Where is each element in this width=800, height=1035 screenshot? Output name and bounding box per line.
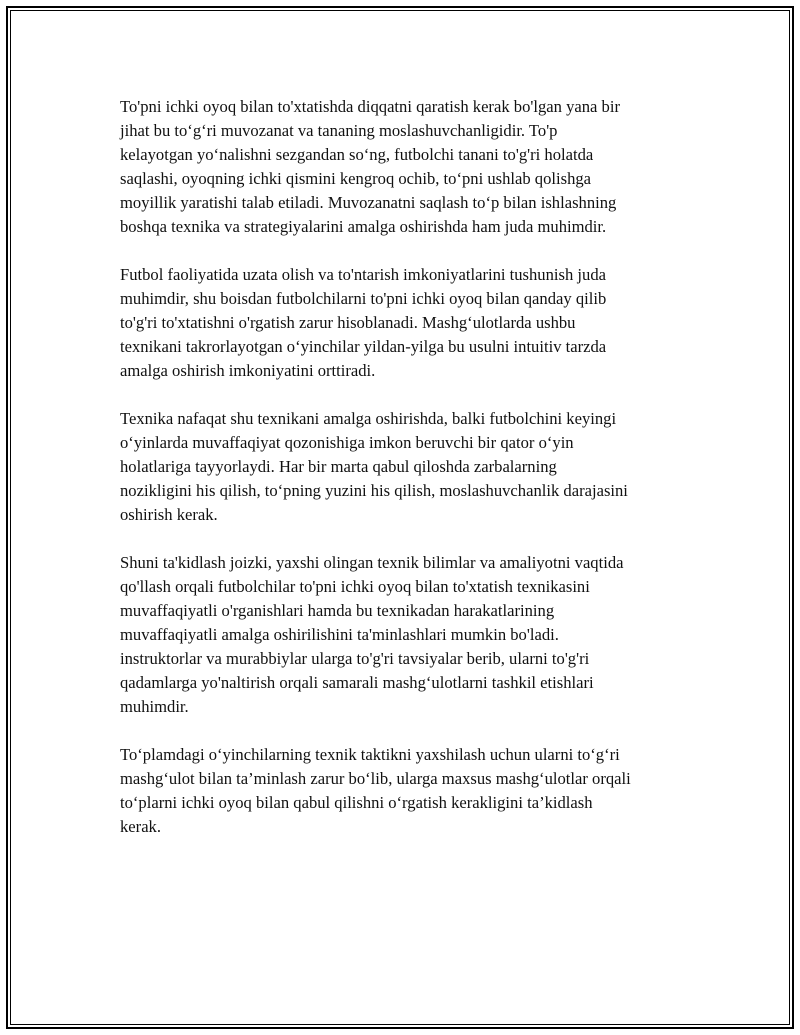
- paragraph-4: Shuni ta'kidlash joizki, yaxshi olingan texnik bilimlar va amaliyotni vaqtida qo'llash orqali futbolchilar to'pni ichki oyoq bilan to'xtatish texnikasini muvaffaqiyatli o'rganishlari hamda bu texnikadan harakatlarining muvaffaqiyatli amalga oshirilishini ta'minlashlari mumkin bo'ladi. instruktorlar va murabbiylar ularga to'g'ri tavsiyalar berib, ularni to'g'ri qadamlarga yo'naltirish orqali samarali mashg‘ulotlarni tashkil etishlari muhimdir.: [120, 553, 624, 716]
- page-frame: [6, 6, 794, 1029]
- document-body: [120, 95, 712, 863]
- paragraph-3: Texnika nafaqat shu texnikani amalga oshirishda, balki futbolchini keyingi o‘yinlarda muvaffaqiyat qozonishiga imkon beruvchi bir qator o‘yin holatlariga tayyorlaydi. Har bir marta qabul qiloshda zarbalarning nozikligini his qilish, to‘pning yuzini his qilish, moslashuvchanlik darajasini oshirish kerak.: [120, 409, 628, 524]
- paragraph-5: To‘plamdagi o‘yinchilarning texnik taktikni yaxshilash uchun ularni to‘g‘ri mashg‘ulot bilan ta’minlash zarur bo‘lib, ularga maxsus mashg‘ulotlar orqali to‘plarni ichki oyoq bilan qabul qilishni o‘rgatish kerakligini ta’kidlash kerak.: [120, 745, 631, 836]
- paragraph-2: Futbol faoliyatida uzata olish va to'ntarish imkoniyatlarini tushunish juda muhimdir, shu boisdan futbolchilarni to'pni ichki oyoq bilan qanday qilib to'g'ri to'xtatishni o'rgatish zarur hisoblanadi. Mashg‘ulotlarda ushbu texnikani takrorlayotgan o‘yinchilar yildan-yilga bu usulni intuitiv tarzda amalga oshirish imkoniyatini orttiradi.: [120, 265, 607, 380]
- paragraph-1: To'pni ichki oyoq bilan to'xtatishda diqqatni qaratish kerak bo'lgan yana bir jihat bu to‘g‘ri muvozanat va tananing moslashuvchanligidir. To'p kelayotgan yo‘nalishni sezgandan so‘ng, futbolchi tanani to'g'ri holatda saqlashi, oyoqning ichki qismini kengroq ochib, to‘pni ushlab qolishga moyillik yaratishi talab etiladi. Muvozanatni saqlash to‘p bilan ishlashning boshqa texnika va strategiyalarini amalga oshirishda ham juda muhimdir.: [120, 97, 620, 236]
